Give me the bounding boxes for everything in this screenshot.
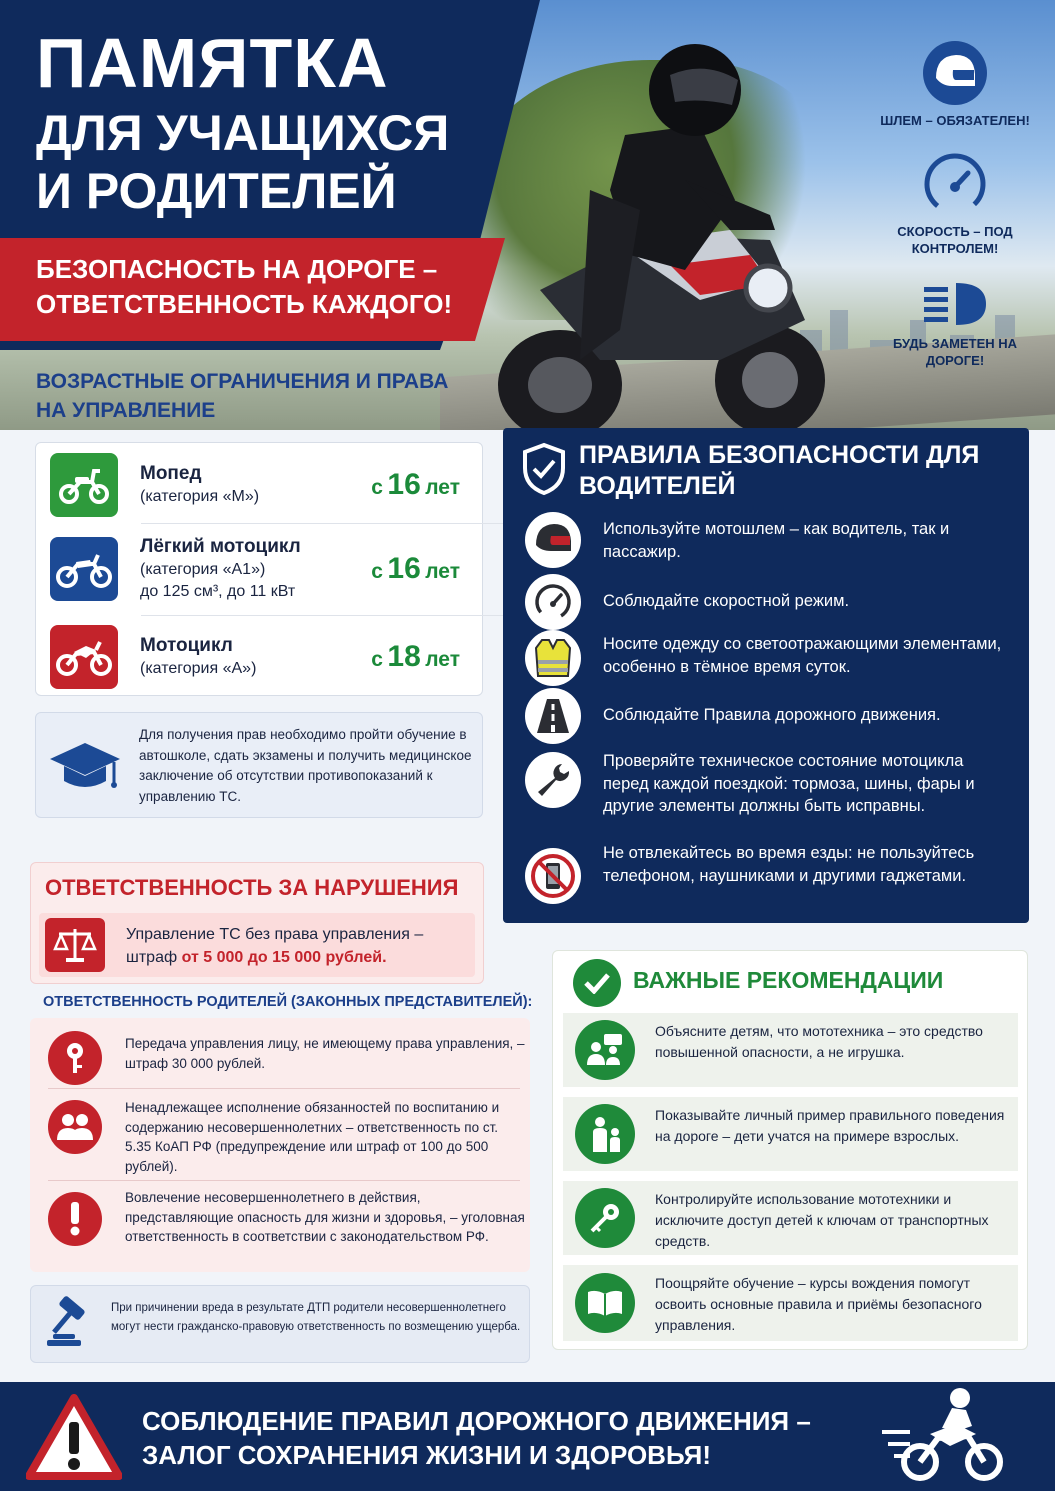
parents-responsibility-list <box>30 1018 530 1272</box>
gavel-icon <box>45 1296 97 1352</box>
header-icon-list <box>880 40 1030 391</box>
age-section-title: ВОЗРАСТНЫЕ ОГРАНИЧЕНИЯ И ПРАВА НА УПРАВЛЕНИЕ <box>36 370 449 422</box>
scales-icon <box>45 918 105 972</box>
list-item-text: Ненадлежащее исполнение обязанностей по воспитанию и содержанию несовершеннолетних – ответственность по ст. 5.35 КоАП РФ (предупреждение или штраф от 100 до 500 рублей). <box>125 1100 500 1174</box>
recommendation-item <box>563 1181 1018 1255</box>
page-title <box>36 24 450 219</box>
recommendation-text: Поощряйте обучение – курсы вождения помогут освоить основные правила и приёмы безопасного управления. <box>655 1275 982 1333</box>
parents-icon <box>48 1100 102 1154</box>
footer-line-2: ЗАЛОГ СОХРАНЕНИЯ ЖИЗНИ И ЗДОРОВЬЯ! <box>142 1440 711 1470</box>
title-line-3: И РОДИТЕЛЕЙ <box>36 163 397 219</box>
parent-child-icon <box>575 1104 635 1164</box>
divider <box>48 1088 520 1089</box>
title-line-2: ДЛЯ УЧАЩИХСЯ <box>36 105 450 161</box>
speedometer-icon <box>922 151 988 217</box>
vehicle-name: Лёгкий мотоцикл <box>140 536 301 557</box>
helmet-icon <box>525 512 581 568</box>
recommendation-text: Показывайте личный пример правильного поведения на дороге – дети учатся на примере взрослых. <box>655 1107 1005 1144</box>
vehicle-category: (категория «А1») <box>140 561 266 578</box>
header-icon-label: БУДЬ ЗАМЕТЕН НА ДОРОГЕ! <box>892 336 1018 368</box>
header-icon-item <box>880 151 1030 257</box>
footer-banner <box>0 1382 1055 1491</box>
header-slogan: БЕЗОПАСНОСТЬ НА ДОРОГЕ – ОТВЕТСТВЕННОСТЬ КАЖДОГО! <box>36 254 453 319</box>
recommendations-title: ВАЖНЫЕ РЕКОМЕНДАЦИИ <box>633 967 944 993</box>
vehicle-name: Мотоцикл <box>140 635 233 656</box>
motorcycle-icon <box>50 625 118 689</box>
helmet-icon <box>922 40 988 106</box>
vehicle-category: (категория «М») <box>140 488 260 505</box>
recommendations-section <box>552 950 1028 1350</box>
rule-text: Используйте мотошлем – как водитель, так и пассажир. <box>603 520 950 561</box>
vehicle-limits: до 125 см³, до 11 кВт <box>140 583 296 600</box>
responsibility-section <box>30 862 484 984</box>
age-number: 18 <box>387 640 421 673</box>
shield-check-icon <box>521 442 567 496</box>
responsibility-title: ОТВЕТСТВЕННОСТЬ ЗА НАРУШЕНИЯ <box>45 875 459 900</box>
conversation-icon <box>575 1020 635 1080</box>
vehicle-name: Мопед <box>140 463 202 484</box>
divider <box>48 1180 520 1181</box>
motorcyclist-icon <box>880 1386 1010 1486</box>
age-value <box>371 640 460 674</box>
reflective-vest-icon <box>525 630 581 686</box>
header-icon-label: ШЛЕМ – ОБЯЗАТЕЛЕН! <box>880 113 1030 128</box>
age-row-text <box>140 634 350 680</box>
fine-word: штраф <box>126 949 178 966</box>
moped-icon <box>50 453 118 517</box>
title-line-1: ПАМЯТКА <box>36 24 389 102</box>
education-note-card <box>35 712 483 818</box>
footer-line-1: СОБЛЮДЕНИЕ ПРАВИЛ ДОРОЖНОГО ДВИЖЕНИЯ – <box>142 1406 811 1436</box>
book-icon <box>575 1273 635 1333</box>
age-row-moped <box>50 453 470 517</box>
responsibility-main-box <box>39 913 475 977</box>
rule-text: Соблюдайте Правила дорожного движения. <box>603 706 941 724</box>
safety-rules-title: ПРАВИЛА БЕЗОПАСНОСТИ ДЛЯ ВОДИТЕЛЕЙ <box>579 441 980 500</box>
parents-responsibility-title: ОТВЕТСТВЕННОСТЬ РОДИТЕЛЕЙ (ЗАКОННЫХ ПРЕДСТАВИТЕЛЕЙ): <box>43 994 533 1010</box>
age-row-motorcycle <box>50 625 470 689</box>
check-icon <box>573 959 621 1007</box>
age-prefix: с <box>371 560 383 583</box>
age-row-text <box>140 535 350 603</box>
age-number: 16 <box>387 468 421 501</box>
vehicle-category: (категория «А») <box>140 660 257 677</box>
age-number: 16 <box>387 552 421 585</box>
age-card <box>35 442 483 696</box>
speedometer-icon <box>525 574 581 630</box>
list-item-text: Вовлечение несовершеннолетнего в действия, представляющие опасность для жизни и здоровья, – уголовная ответственность в соответствии с законодательством РФ. <box>125 1190 525 1244</box>
header-banner <box>0 0 1055 430</box>
safety-rules-panel <box>503 428 1029 923</box>
rule-text: Не отвлекайтесь во время езды: не пользуйтесь телефоном, наушниками и другими гаджетами. <box>603 844 975 885</box>
recommendation-item <box>563 1097 1018 1171</box>
recommendation-item <box>563 1013 1018 1087</box>
rule-text: Проверяйте техническое состояние мотоцикла перед каждой поездкой: тормоза, шины, фары и другие элементы должны быть исправны. <box>603 752 975 815</box>
rule-text: Соблюдайте скоростной режим. <box>603 592 850 610</box>
light-motorcycle-icon <box>50 537 118 601</box>
age-prefix: с <box>371 648 383 671</box>
age-suffix: лет <box>425 476 460 499</box>
age-prefix: с <box>371 476 383 499</box>
no-phone-icon <box>525 848 581 904</box>
court-note-text: При причинении вреда в результате ДТП родители несовершеннолетнего могут нести гражданско-правовую ответственность по возмещению ущерба. <box>111 1302 521 1333</box>
responsibility-main-text <box>126 923 423 969</box>
headlight-icon <box>920 279 990 329</box>
recommendation-text: Контролируйте использование мототехники и исключите доступ детей к ключам от транспортных средств. <box>655 1191 989 1249</box>
warning-icon <box>26 1394 122 1480</box>
graduation-cap-icon <box>48 739 122 797</box>
age-row-text <box>140 462 350 508</box>
road-icon <box>525 688 581 744</box>
recommendation-text: Объясните детям, что мототехника – это средство повышенной опасности, а не игрушка. <box>655 1023 983 1060</box>
divider <box>141 615 503 616</box>
header-icon-item <box>880 279 1030 369</box>
key-icon <box>575 1188 635 1248</box>
divider <box>141 523 503 524</box>
header-icon-item <box>880 40 1030 129</box>
recommendation-item <box>563 1265 1018 1341</box>
header-icon-label: СКОРОСТЬ – ПОД КОНТРОЛЕМ! <box>897 224 1013 256</box>
age-row-light-motorcycle <box>50 535 470 603</box>
court-note-card <box>30 1285 530 1363</box>
list-item-text: Передача управления лицу, не имеющему права управления, – штраф 30 000 рублей. <box>125 1036 525 1071</box>
wrench-icon <box>525 752 581 808</box>
exclamation-icon <box>48 1192 102 1246</box>
age-suffix: лет <box>425 648 460 671</box>
footer-slogan <box>142 1404 811 1472</box>
age-suffix: лет <box>425 560 460 583</box>
key-icon <box>48 1031 102 1085</box>
age-value <box>371 468 460 502</box>
violation-text: Управление ТС без права управления – <box>126 926 424 943</box>
age-value <box>371 552 460 586</box>
education-note-text: Для получения прав необходимо пройти обучение в автошколе, сдать экзамены и получить медицинское заключение об отсутствии противопоказаний к управлению ТС. <box>139 727 472 804</box>
motorcyclist-illustration <box>470 30 890 430</box>
rule-text: Носите одежду со светоотражающими элементами, особенно в тёмное время суток. <box>603 635 1002 676</box>
fine-amount: от 5 000 до 15 000 рублей. <box>181 949 387 966</box>
